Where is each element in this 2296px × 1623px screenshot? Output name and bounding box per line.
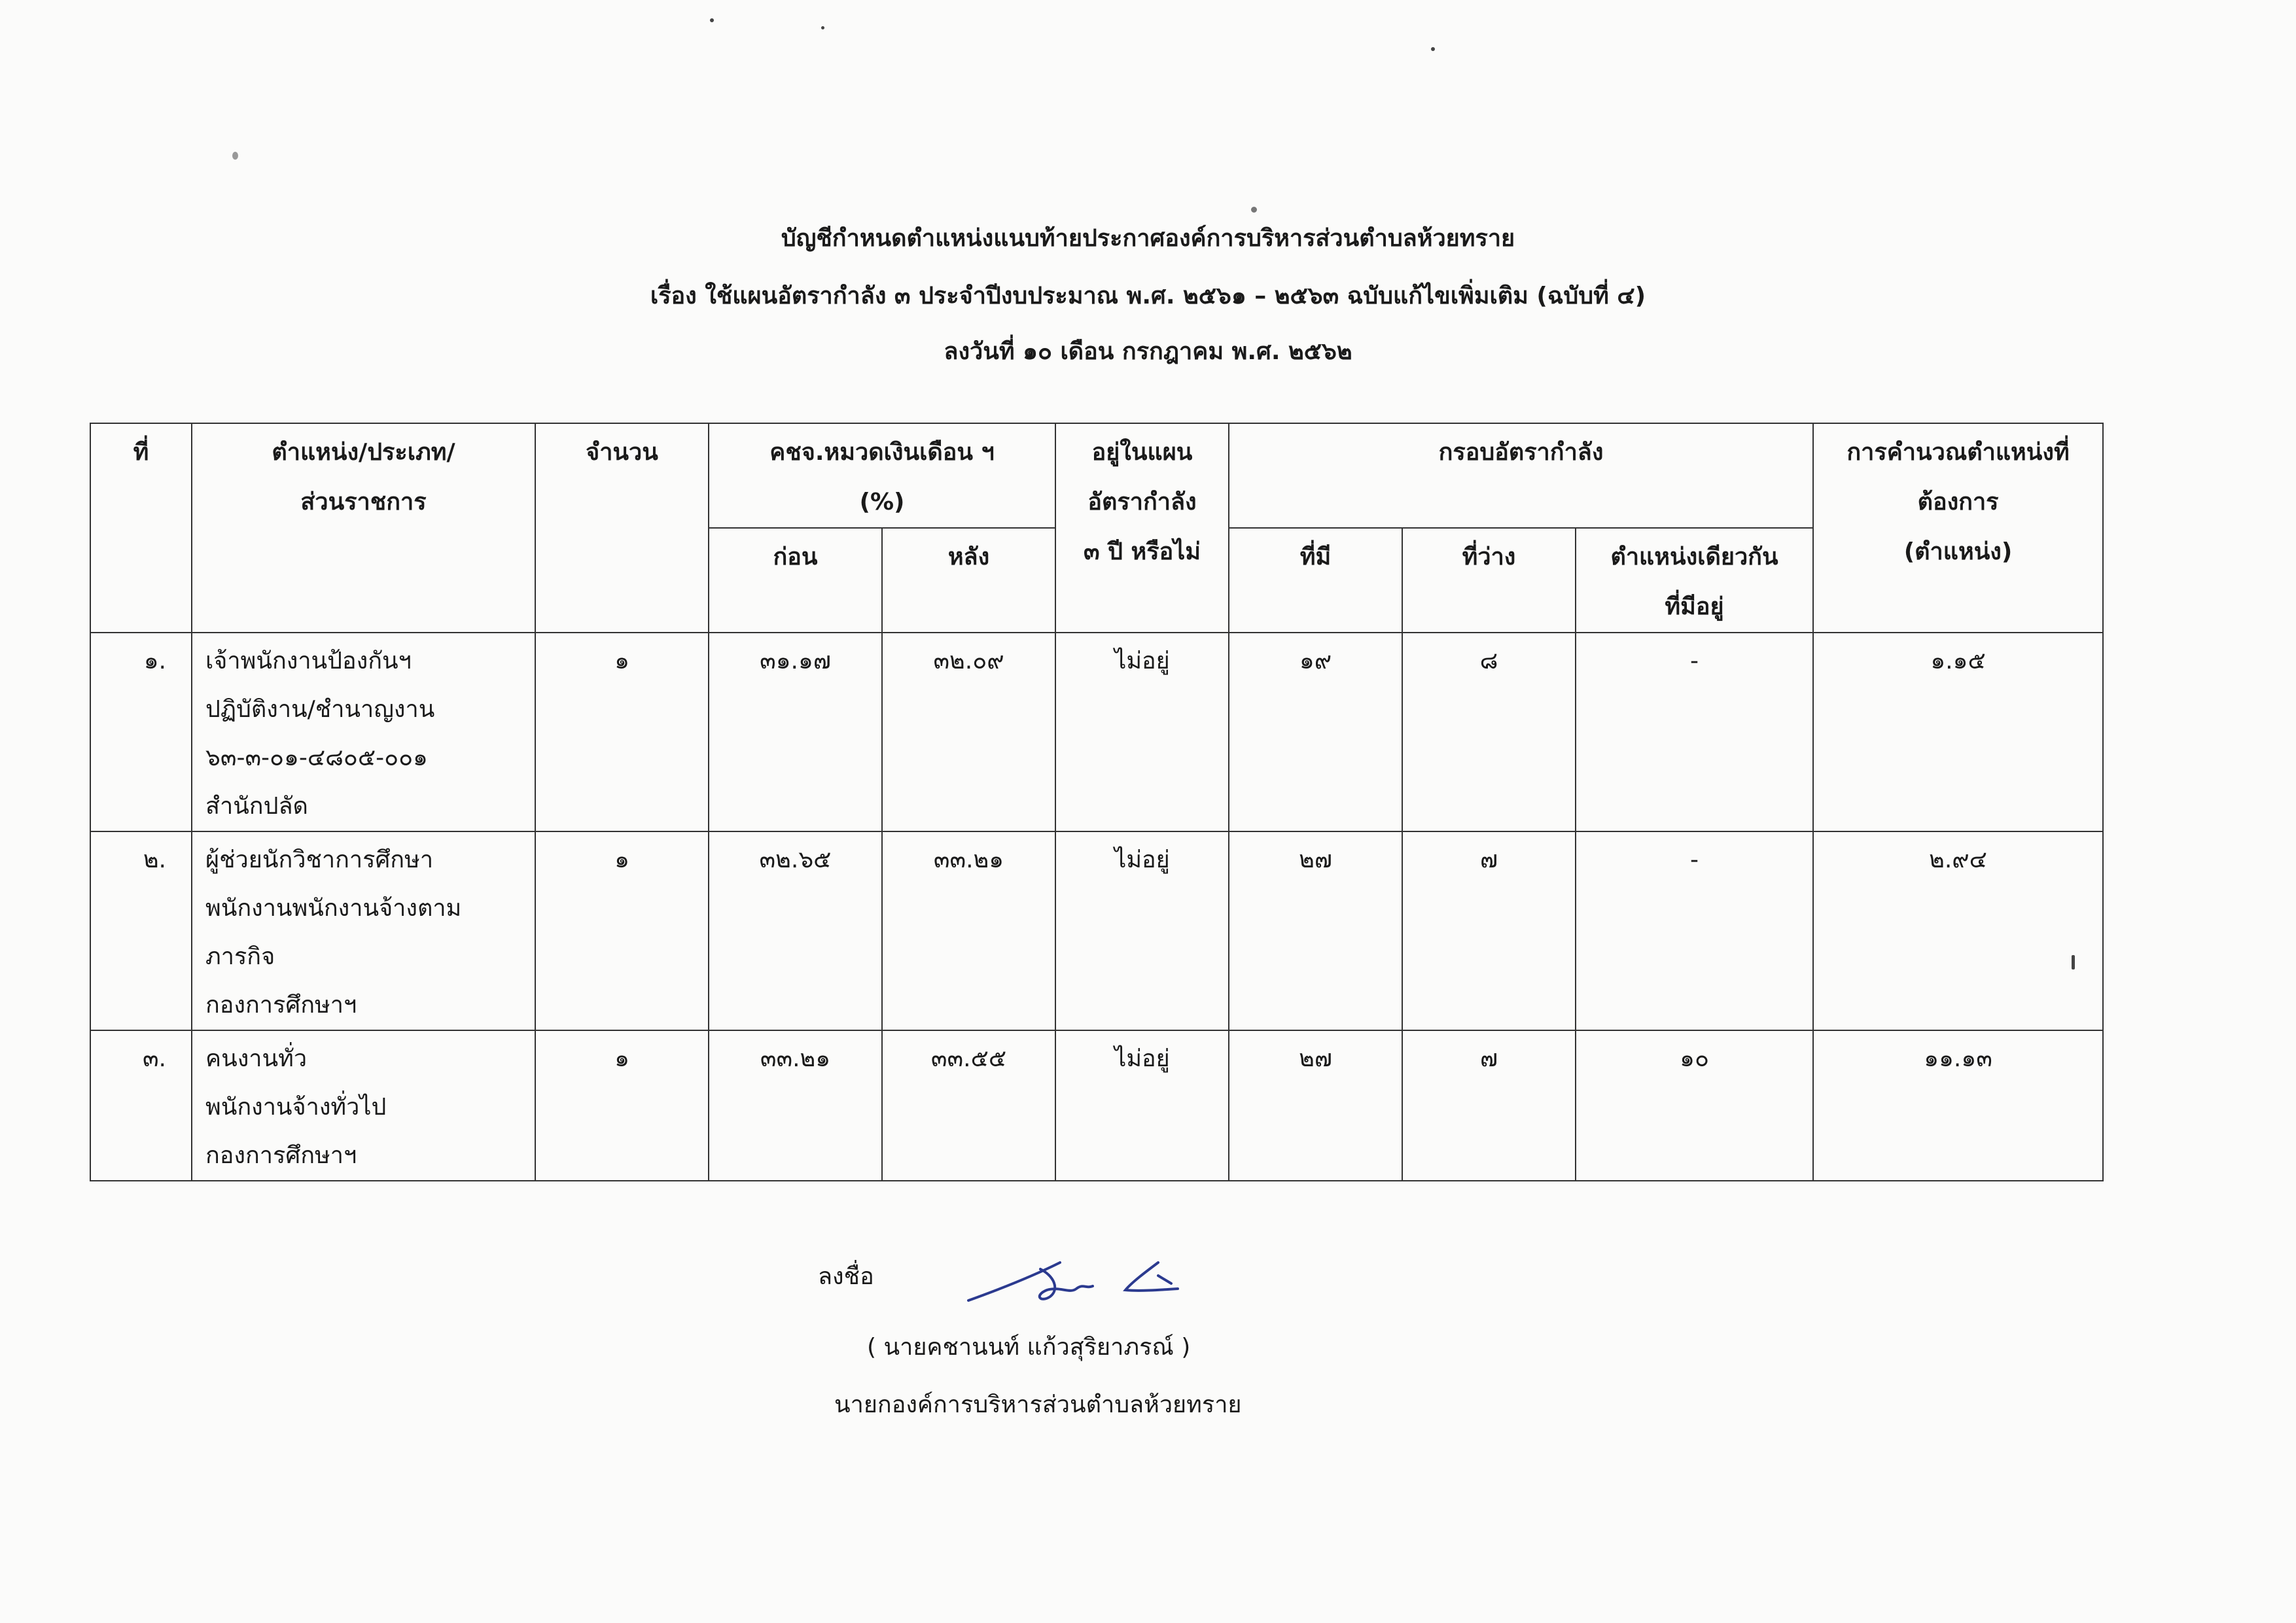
position-cell: เจ้าพนักงานป้องกันฯ ปฏิบัติงาน/ชำนาญงาน ๖๓-๓-๐๑-๔๘๐๕-๐๐๑ สำนักปลัด	[192, 633, 535, 831]
table-row	[90, 633, 2103, 831]
position-cell: ผู้ช่วยนักวิชาการศึกษา พนักงานพนักงานจ้างตาม ภารกิจ กองการศึกษาฯ	[192, 831, 535, 1030]
header-frame: กรอบอัตรากำลัง	[1229, 423, 1813, 528]
document-title: บัญชีกำหนดตำแหน่งแนบท้ายประกาศองค์การบริหารส่วนตำบลห้วยทราย	[781, 225, 1515, 252]
scan-speck	[232, 152, 238, 160]
calc-cell: ๑๑.๑๓	[1813, 1030, 2103, 1181]
signature-label: ลงชื่อ	[818, 1263, 874, 1290]
header-calc: การคำนวณตำแหน่งที่ ต้องการ (ตำแหน่ง)	[1813, 423, 2103, 633]
header-salary: คชจ.หมวดเงินเดือน ฯ (%)	[709, 423, 1055, 528]
after-cell: ๓๓.๕๕	[882, 1030, 1055, 1181]
vacant-cell: ๗	[1402, 1030, 1576, 1181]
header-count: จำนวน	[535, 423, 709, 633]
header-before: ก่อน	[709, 528, 882, 633]
table-row	[90, 1030, 2103, 1181]
in-plan-cell: ไม่อยู่	[1055, 1030, 1229, 1181]
scan-speck	[821, 26, 824, 29]
existing-cell: ๒๗	[1229, 1030, 1402, 1181]
document-subject: เรื่อง ใช้แผนอัตรากำลัง ๓ ประจำปีงบประมาณ พ.ศ. ๒๕๖๑ – ๒๕๖๓ ฉบับแก้ไขเพิ่มเติม (ฉบับที่ ๔)	[650, 283, 1646, 309]
header-vacant: ที่ว่าง	[1402, 528, 1576, 633]
header-after: หลัง	[882, 528, 1055, 633]
position-cell: คนงานทั่ว พนักงานจ้างทั่วไป กองการศึกษาฯ	[192, 1030, 535, 1181]
before-cell: ๓๑.๑๗	[709, 633, 882, 831]
count-cell: ๑	[535, 633, 709, 831]
table-row	[90, 831, 2103, 1030]
count-cell: ๑	[535, 1030, 709, 1181]
same-position-cell: -	[1576, 831, 1813, 1030]
scan-speck	[1431, 47, 1435, 51]
in-plan-cell: ไม่อยู่	[1055, 633, 1229, 831]
before-cell: ๓๒.๖๕	[709, 831, 882, 1030]
before-cell: ๓๓.๒๑	[709, 1030, 882, 1181]
row-number: ๒.	[90, 831, 192, 1030]
after-cell: ๓๓.๒๑	[882, 831, 1055, 1030]
row-number: ๑.	[90, 633, 192, 831]
scan-speck	[710, 18, 714, 22]
existing-cell: ๒๗	[1229, 831, 1402, 1030]
vacant-cell: ๗	[1402, 831, 1576, 1030]
count-cell: ๑	[535, 831, 709, 1030]
handwritten-signature	[962, 1243, 1224, 1315]
calc-cell: ๑.๑๕	[1813, 633, 2103, 831]
row-number: ๓.	[90, 1030, 192, 1181]
existing-cell: ๑๙	[1229, 633, 1402, 831]
signer-title: นายกองค์การบริหารส่วนตำบลห้วยทราย	[834, 1391, 1242, 1418]
vacant-cell: ๘	[1402, 633, 1576, 831]
same-position-cell: -	[1576, 633, 1813, 831]
position-table	[90, 423, 2104, 1181]
header-no: ที่	[90, 423, 192, 633]
same-position-cell: ๑๐	[1576, 1030, 1813, 1181]
header-in-plan: อยู่ในแผน อัตรากำลัง ๓ ปี หรือไม่	[1055, 423, 1229, 633]
signer-name: ( นายคชานนท์ แก้วสุริยาภรณ์ )	[867, 1334, 1191, 1361]
after-cell: ๓๒.๐๙	[882, 633, 1055, 831]
header-position: ตำแหน่ง/ประเภท/ ส่วนราชการ	[192, 423, 535, 633]
header-same-position: ตำแหน่งเดียวกัน ที่มีอยู่	[1576, 528, 1813, 633]
document-date: ลงวันที่ ๑๐ เดือน กรกฎาคม พ.ศ. ๒๕๖๒	[944, 338, 1352, 365]
in-plan-cell: ไม่อยู่	[1055, 831, 1229, 1030]
header-existing: ที่มี	[1229, 528, 1402, 633]
calc-cell: ๒.๙๔	[1813, 831, 2103, 1030]
scan-speck	[1251, 207, 1257, 213]
